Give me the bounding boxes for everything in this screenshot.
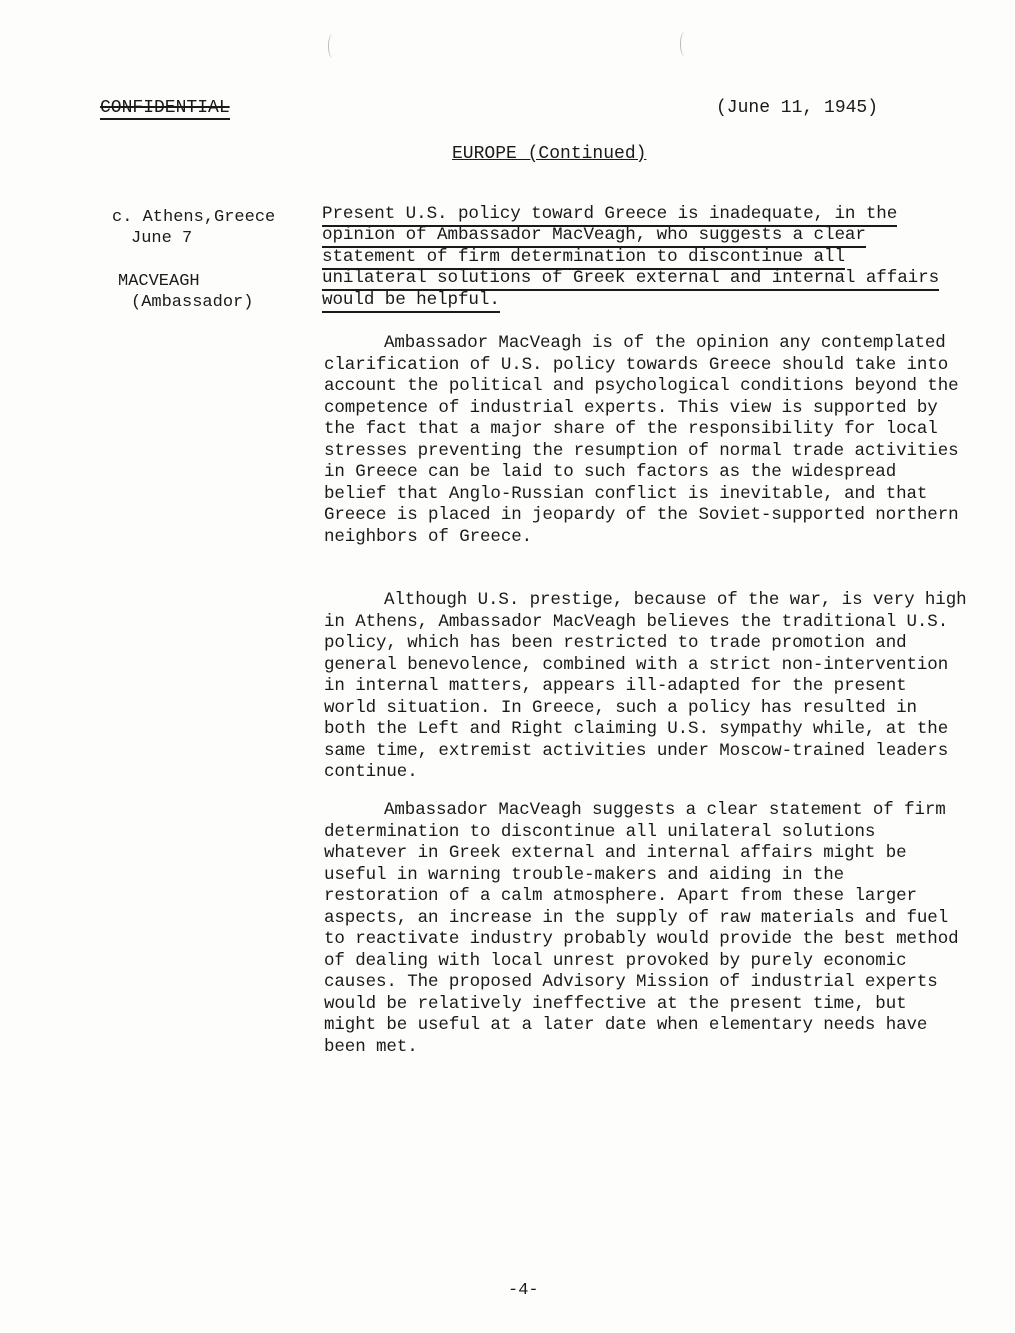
item-author-title: (Ambassador) xyxy=(131,293,254,312)
classification-stamp: CONFIDENTIAL xyxy=(100,98,230,118)
item-sidebar xyxy=(112,207,275,313)
body-paragraph: Although U.S. prestige, because of the war, is very high in Athens, Ambassador MacVeagh believes the traditional U.S. policy, which has been restricted to trade promotion and general benevolence, combined with a strict non-intervention in internal matters, appears ill-adapted for the present world situation. In Greece, such a policy has resulted in both the Left and Right claiming U.S. sympathy while, at the same time, extremist activities under Moscow-trained leaders continue. xyxy=(324,590,967,782)
stray-mark xyxy=(680,32,689,56)
item-label: c. xyxy=(112,208,133,227)
item-summary-text: Present U.S. policy toward Greece is inadequate, in the opinion of Ambassador MacVeagh, who suggests a clear statement of firm determination to discontinue all unilateral solutions of Greek external and internal affairs would be helpful. xyxy=(322,204,939,313)
item-date: June 7 xyxy=(131,229,193,248)
page-number: -4- xyxy=(508,1281,539,1300)
section-title: EUROPE (Continued) xyxy=(452,144,647,164)
item-summary xyxy=(322,204,940,311)
stray-mark xyxy=(328,34,337,58)
item-author: MACVEAGH xyxy=(118,272,200,291)
document-date: (June 11, 1945) xyxy=(716,98,879,118)
body-paragraph: Ambassador MacVeagh is of the opinion any contemplated clarification of U.S. policy towards Greece should take into account the political and psychological conditions beyond the competence of industrial experts. This view is supported by the fact that a major share of the responsibility for local stresses preventing the resumption of normal trade activities in Greece can be laid to such factors as the widespread belief that Anglo-Russian conflict is inevitable, and that Greece is placed in jeopardy of the Soviet-supported northern neighbors of Greece. xyxy=(324,333,959,547)
item-location-line xyxy=(112,207,275,228)
body-paragraph: Ambassador MacVeagh suggests a clear statement of firm determination to discontinue all unilateral solutions whatever in Greek external and internal affairs might be useful in warning trouble-makers and aiding in the restoration of a calm atmosphere. Apart from these larger aspects, an increase in the supply of raw materials and fuel to reactivate industry probably would provide the best method of dealing with local unrest provoked by purely economic causes. The proposed Advisory Mission of industrial experts would be relatively ineffective at the present time, but might be useful at a later date when elementary needs have been met. xyxy=(324,800,959,1057)
item-location: Athens,Greece xyxy=(142,208,276,227)
